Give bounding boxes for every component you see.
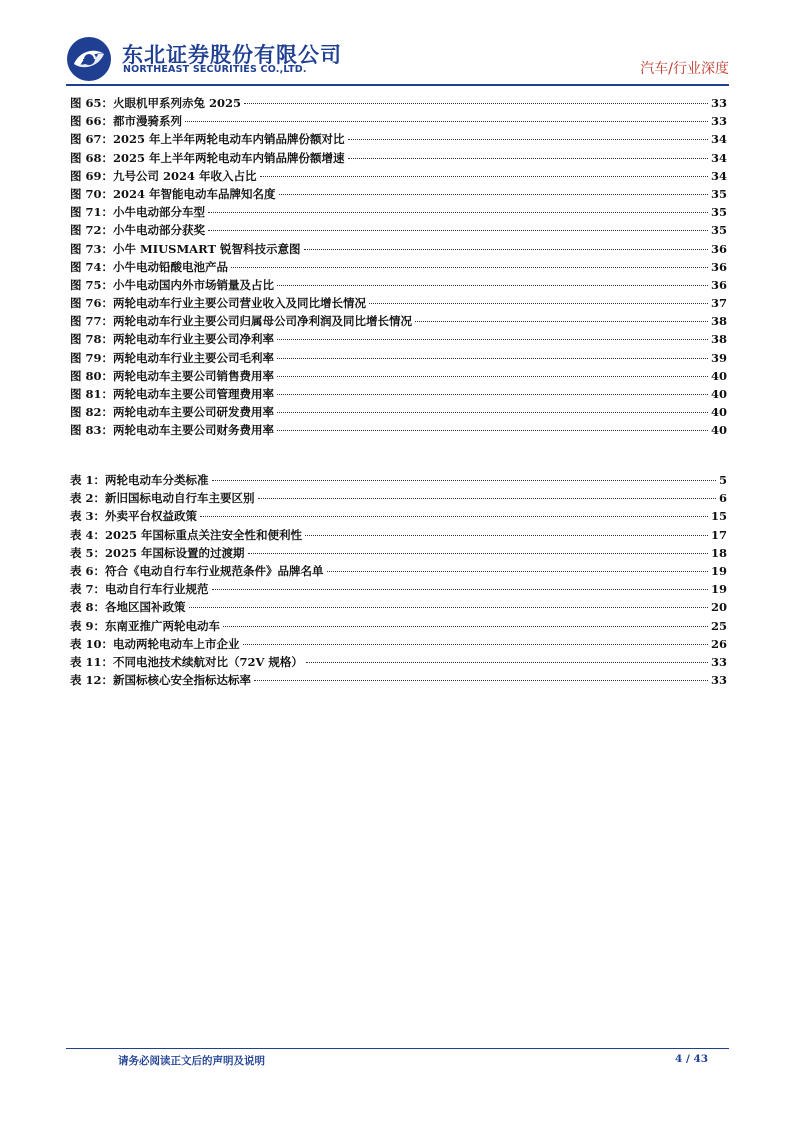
figure-toc-entry[interactable] [70,150,727,168]
figure-toc-entry[interactable] [70,186,727,204]
table-toc-entry[interactable] [70,527,727,545]
toc-entry-label: 表 10：电动两轮电动车上市企业 [70,636,240,651]
toc-entry-label: 表 9：东南亚推广两轮电动车 [70,618,221,633]
toc-entry-label: 图 75：小牛电动国内外市场销量及占比 [70,277,275,292]
toc-entry-page: 38 [710,332,727,347]
toc-entry-page: 26 [710,636,727,651]
figure-toc-entry[interactable] [70,404,727,422]
dot-leader [223,626,708,627]
toc-entry-page: 18 [710,545,727,560]
toc-entry-page: 36 [710,277,727,292]
table-toc-entry[interactable] [70,618,727,636]
figure-toc-entry[interactable] [70,222,727,240]
toc-entry-page: 6 [718,491,727,506]
toc-entry-page: 33 [710,114,727,129]
table-toc-entry[interactable] [70,472,727,490]
toc-entry-page: 40 [710,368,727,383]
dot-leader [243,644,708,645]
toc-entry-page: 37 [710,296,727,311]
figure-toc-entry[interactable] [70,386,727,404]
header-divider [66,84,729,86]
toc-entry-page: 19 [710,563,727,578]
figure-toc-entry[interactable] [70,313,727,331]
dot-leader [208,212,708,213]
dot-leader [189,607,708,608]
dot-leader [277,285,708,286]
toc-entry-page: 17 [710,527,727,542]
toc-entry-label: 图 76：两轮电动车行业主要公司营业收入及同比增长情况 [70,296,367,311]
dot-leader [254,680,708,681]
toc-entry-label: 表 12：新国标核心安全指标达标率 [70,673,252,688]
toc-entry-page: 35 [710,186,727,201]
toc-entry-page: 34 [710,168,727,183]
toc-entry-page: 40 [710,387,727,401]
dot-leader [277,412,708,413]
toc-entry-label: 表 7：电动自行车行业规范 [70,582,209,597]
dot-leader [305,535,708,536]
figure-toc-entry[interactable] [70,113,727,131]
toc-entry-page: 40 [710,405,727,420]
table-toc-entry[interactable] [70,563,727,581]
toc-entry-page: 34 [710,132,727,147]
dot-leader [212,589,708,590]
toc-entry-label: 图 71：小牛电动部分车型 [70,205,206,220]
toc-entry-label: 图 81：两轮电动车主要公司管理费用率 [70,387,275,401]
toc-entry-page: 20 [710,600,727,615]
toc-entry-label: 图 70：2024 年智能电动车品牌知名度 [70,186,276,201]
footer-disclaimer: 请务必阅读正文后的声明及说明 [118,1055,265,1067]
figure-toc-entry[interactable] [70,204,727,222]
report-section-tag: 汽车/行业深度 [640,61,729,77]
toc-entry-label: 图 74：小牛电动铅酸电池产品 [70,259,229,274]
dot-leader [415,321,708,322]
toc-entry-label: 图 80：两轮电动车主要公司销售费用率 [70,368,275,383]
toc-entry-page: 39 [710,350,727,365]
toc-entry-label: 图 79：两轮电动车行业主要公司毛利率 [70,350,275,365]
toc-entry-label: 表 6：符合《电动自行车行业规范条件》品牌名单 [70,563,324,578]
table-toc-entry[interactable] [70,545,727,563]
dot-leader [212,480,716,481]
toc-entry-label: 图 82：两轮电动车主要公司研发费用率 [70,405,275,420]
dot-leader [369,303,708,304]
toc-entry-page: 15 [710,509,727,524]
dot-leader [279,194,708,195]
toc-entry-page: 33 [710,96,727,110]
toc-entry-page: 36 [710,241,727,256]
table-toc-entry[interactable] [70,672,727,690]
company-name-cn: 东北证券股份有限公司 [122,43,342,67]
toc-entry-page: 40 [710,423,727,438]
toc-entry-page: 33 [710,654,727,669]
figure-toc-entry[interactable] [70,331,727,349]
figure-toc-entry[interactable] [70,295,727,313]
dot-leader [348,139,708,140]
dot-leader [304,249,708,250]
company-name-en: NORTHEAST SECURITIES CO.,LTD. [123,64,307,75]
dot-leader [185,121,708,122]
toc-entry-page: 19 [710,582,727,597]
page-number: 4 / 43 [675,1053,709,1065]
figure-toc-entry[interactable] [70,259,727,277]
dot-leader [327,571,708,572]
figure-toc-entry[interactable] [70,368,727,386]
dot-leader [248,553,708,554]
toc-entry-label: 图 83：两轮电动车主要公司财务费用率 [70,423,275,438]
dot-leader [258,498,716,499]
toc-entry-page: 36 [710,259,727,274]
dot-leader [200,516,708,517]
figure-list [70,95,727,441]
dot-leader [260,176,708,177]
table-toc-entry[interactable] [70,490,727,508]
toc-entry-label: 表 11：不同电池技术续航对比（72V 规格） [70,654,303,669]
dot-leader [277,376,708,377]
toc-entry-label: 表 1：两轮电动车分类标准 [70,473,209,487]
table-toc-entry[interactable] [70,654,727,672]
toc-entry-page: 5 [718,473,727,487]
northeast-securities-logo-icon [66,36,112,82]
figure-toc-entry[interactable] [70,350,727,368]
toc-entry-label: 图 77：两轮电动车行业主要公司归属母公司净利润及同比增长情况 [70,314,413,329]
figure-toc-entry[interactable] [70,95,727,113]
toc-entry-label: 表 8：各地区国补政策 [70,600,186,615]
table-toc-entry[interactable] [70,508,727,526]
dot-leader [244,103,708,104]
figure-toc-entry[interactable] [70,131,727,149]
figure-toc-entry[interactable] [70,241,727,259]
table-toc-entry[interactable] [70,636,727,654]
table-list [70,472,727,690]
toc-entry-label: 表 4：2025 年国标重点关注安全性和便利性 [70,527,303,542]
figure-toc-entry[interactable] [70,168,727,186]
toc-entry-label: 图 65：火眼机甲系列赤兔 2025 [70,96,242,110]
toc-entry-label: 表 5：2025 年国标设置的过渡期 [70,545,245,560]
toc-entry-page: 35 [710,205,727,220]
dot-leader [208,230,708,231]
table-toc-entry[interactable] [70,599,727,617]
figure-toc-entry[interactable] [70,422,727,440]
toc-entry-label: 图 66：都市漫骑系列 [70,114,183,129]
dot-leader [277,358,708,359]
toc-entry-label: 图 78：两轮电动车行业主要公司净利率 [70,332,275,347]
dot-leader [277,339,708,340]
toc-entry-page: 35 [710,223,727,238]
toc-entry-page: 33 [710,673,727,688]
dot-leader [277,430,708,431]
toc-entry-label: 图 67：2025 年上半年两轮电动车内销品牌份额对比 [70,132,345,147]
toc-entry-label: 图 73：小牛 MIUSMART 锐智科技示意图 [70,241,301,256]
table-toc-entry[interactable] [70,581,727,599]
dot-leader [231,267,708,268]
toc-entry-label: 图 68：2025 年上半年两轮电动车内销品牌份额增速 [70,150,345,165]
toc-entry-label: 图 72：小牛电动部分获奖 [70,223,206,238]
toc-entry-page: 25 [710,618,727,633]
dot-leader [306,662,708,663]
toc-entry-label: 表 3：外卖平台权益政策 [70,509,198,524]
footer-divider [66,1048,729,1049]
dot-leader [277,394,708,395]
figure-toc-entry[interactable] [70,277,727,295]
toc-entry-page: 38 [710,314,727,329]
dot-leader [348,158,708,159]
page-header [66,36,731,82]
toc-entry-label: 图 69：九号公司 2024 年收入占比 [70,168,257,183]
toc-entry-label: 表 2：新旧国标电动自行车主要区别 [70,491,255,506]
toc-entry-page: 34 [710,150,727,165]
